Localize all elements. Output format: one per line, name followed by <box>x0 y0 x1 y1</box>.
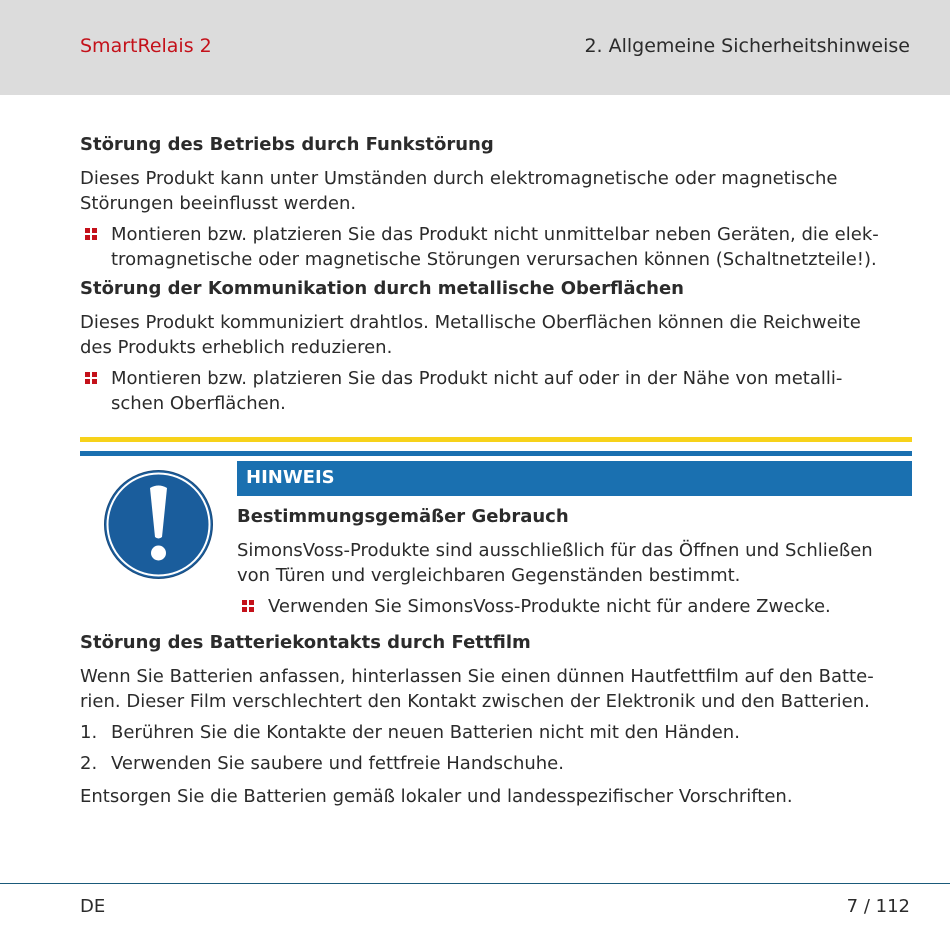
exclamation-circle-icon <box>103 469 214 580</box>
top-content <box>80 132 912 420</box>
section-text-battery: Wenn Sie Batterien anfassen, hinterlassen Sie einen dünnen Hautfettfilm auf den Batte- rien. Dieser Film verschlechtert den Kontakt zwischen der Elektronik und den Batterien. <box>80 666 874 712</box>
notice-body <box>237 504 912 623</box>
notice-text: SimonsVoss-Produkte sind ausschließlich für das Öffnen und Schließen von Türen und vergleichbaren Gegenständen bestimmt. <box>237 540 873 586</box>
footer-divider <box>0 883 950 884</box>
page-number: 7 / 112 <box>846 896 910 917</box>
step-text: Verwenden Sie saubere und fettfreie Handschuhe. <box>111 753 564 774</box>
section-heading-battery: Störung des Batteriekontakts durch Fettfilm <box>80 632 531 653</box>
bullet-item: Verwenden Sie SimonsVoss-Produkte nicht für andere Zwecke. <box>237 594 912 619</box>
step-number: 2. <box>80 753 98 774</box>
notice-label-bar <box>237 461 912 496</box>
step-number: 1. <box>80 722 98 743</box>
section-text-radio: Dieses Produkt kann unter Umständen durch elektromagnetische oder magnetische Störungen beeinflusst werden. <box>80 168 838 214</box>
bullet-item: Montieren bzw. platzieren Sie das Produkt nicht unmittelbar neben Geräten, die elek- tromagnetische oder magnetische Störungen verursachen können (Schaltnetzteile!). <box>80 222 912 272</box>
chapter-title: 2. Allgemeine Sicherheitshinweise <box>584 35 910 57</box>
notice-heading: Bestimmungsgemäßer Gebrauch <box>237 506 569 527</box>
notice-label: HINWEIS <box>246 467 335 488</box>
footer-language: DE <box>80 896 106 917</box>
yellow-divider <box>80 437 912 442</box>
red-square-bullet-icon <box>242 600 254 612</box>
page-header <box>0 0 950 95</box>
red-square-bullet-icon <box>85 372 97 384</box>
closing-text: Entsorgen Sie die Batterien gemäß lokaler und landesspezifischer Vorschriften. <box>80 786 793 807</box>
section-text-metal: Dieses Produkt kommuniziert drahtlos. Metallische Oberflächen können die Reichweite des Produkts erheblich reduzieren. <box>80 312 861 358</box>
battery-section <box>80 630 912 815</box>
blue-divider <box>80 451 912 456</box>
step-text: Berühren Sie die Kontakte der neuen Batterien nicht mit den Händen. <box>111 722 740 743</box>
numbered-step <box>80 720 912 745</box>
numbered-step <box>80 751 912 776</box>
section-heading-radio: Störung des Betriebs durch Funkstörung <box>80 134 494 155</box>
bullet-item: Montieren bzw. platzieren Sie das Produkt nicht auf oder in der Nähe von metalli- schen Oberflächen. <box>80 366 912 416</box>
product-name: SmartRelais 2 <box>80 35 212 57</box>
red-square-bullet-icon <box>85 228 97 240</box>
section-heading-metal: Störung der Kommunikation durch metallische Oberflächen <box>80 278 684 299</box>
